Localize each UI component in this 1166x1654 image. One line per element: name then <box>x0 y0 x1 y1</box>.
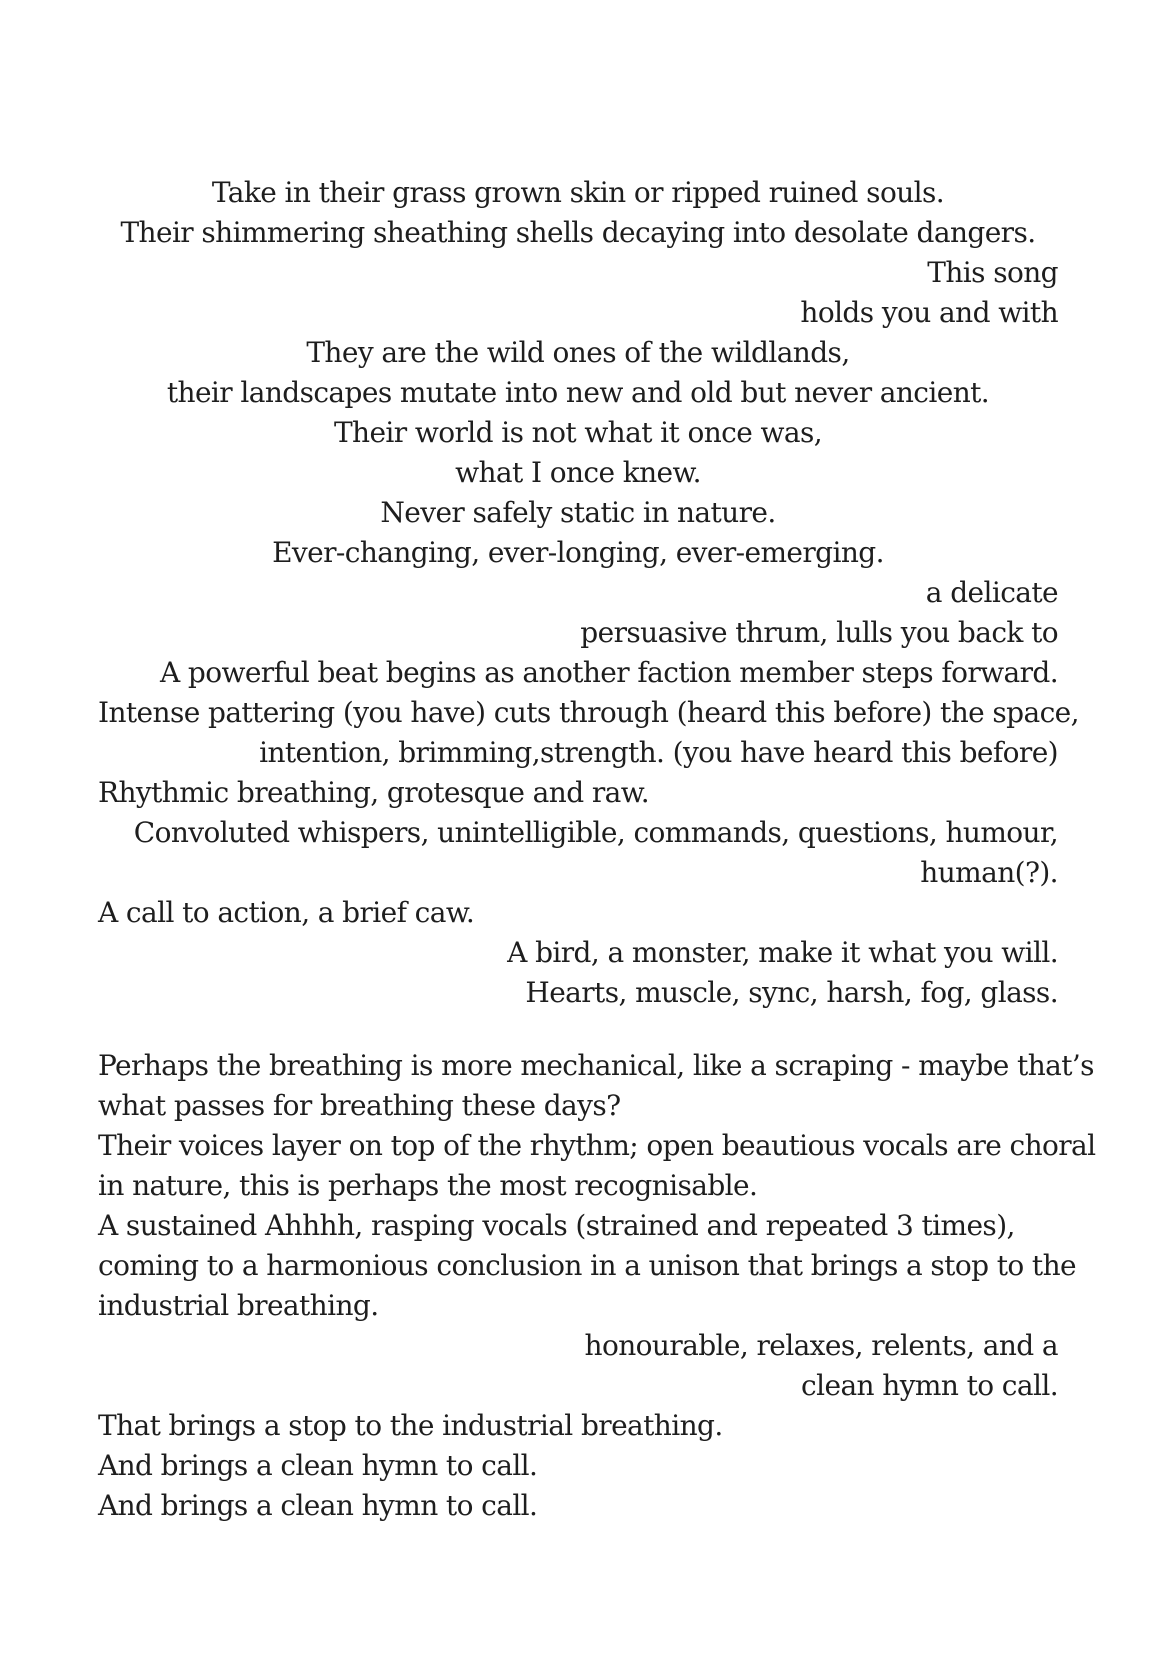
poem-line: Rhythmic breathing, grotesque and raw. <box>98 776 650 809</box>
poem-line: Their shimmering sheathing shells decaying into desolate dangers. <box>120 216 1036 249</box>
poem-line: This song <box>927 256 1058 289</box>
poem-line: Perhaps the breathing is more mechanical, like a scraping - maybe that’s <box>98 1049 1094 1082</box>
poem-line: And brings a clean hymn to call. <box>98 1449 538 1482</box>
poem-line: A sustained Ahhhh, rasping vocals (strained and repeated 3 times), <box>98 1209 1015 1242</box>
poem-line: honourable, relaxes, relents, and a <box>584 1329 1058 1362</box>
poem-line: a delicate <box>925 576 1058 609</box>
poem-line: Never safely static in nature. <box>380 496 776 529</box>
poem-line: human(?). <box>920 856 1058 889</box>
poem-line: A call to action, a brief caw. <box>98 896 475 929</box>
poem-line: what passes for breathing these days? <box>98 1089 621 1122</box>
poem-line: Their world is not what it once was, <box>333 416 823 449</box>
poem-line: persuasive thrum, lulls you back to <box>580 616 1058 649</box>
poem-line: That brings a stop to the industrial breathing. <box>98 1409 723 1442</box>
poem-body <box>98 173 1096 1526</box>
poem-line: Convoluted whispers, unintelligible, commands, questions, humour, <box>133 816 1058 849</box>
poem-line: Hearts, muscle, sync, harsh, fog, glass. <box>525 976 1058 1009</box>
poem-line: Take in their grass grown skin or ripped ruined souls. <box>211 176 945 209</box>
poem-line: holds you and with <box>800 296 1058 329</box>
poem-line: in nature, this is perhaps the most recognisable. <box>98 1169 758 1202</box>
poem-line: They are the wild ones of the wildlands, <box>306 336 850 369</box>
poem-line: clean hymn to call. <box>801 1369 1058 1402</box>
poem-line: industrial breathing. <box>98 1289 379 1322</box>
stanza-gap <box>98 1013 1058 1046</box>
poem-line: Their voices layer on top of the rhythm; open beautious vocals are choral <box>98 1129 1096 1162</box>
poem-line: intention, brimming,strength. (you have heard this before) <box>259 736 1058 769</box>
poem-line: A bird, a monster, make it what you will. <box>507 936 1058 969</box>
poem-line: Intense pattering (you have) cuts through (heard this before) the space, <box>98 696 1079 729</box>
poem-line: A powerful beat begins as another faction member steps forward. <box>159 656 1058 689</box>
poem-line: Ever-changing, ever-longing, ever-emerging. <box>272 536 884 569</box>
poem-line: coming to a harmonious conclusion in a unison that brings a stop to the <box>98 1249 1076 1282</box>
poem-line: their landscapes mutate into new and old but never ancient. <box>166 376 990 409</box>
poem-line: And brings a clean hymn to call. <box>98 1489 538 1522</box>
poem-line: what I once knew. <box>455 456 701 489</box>
